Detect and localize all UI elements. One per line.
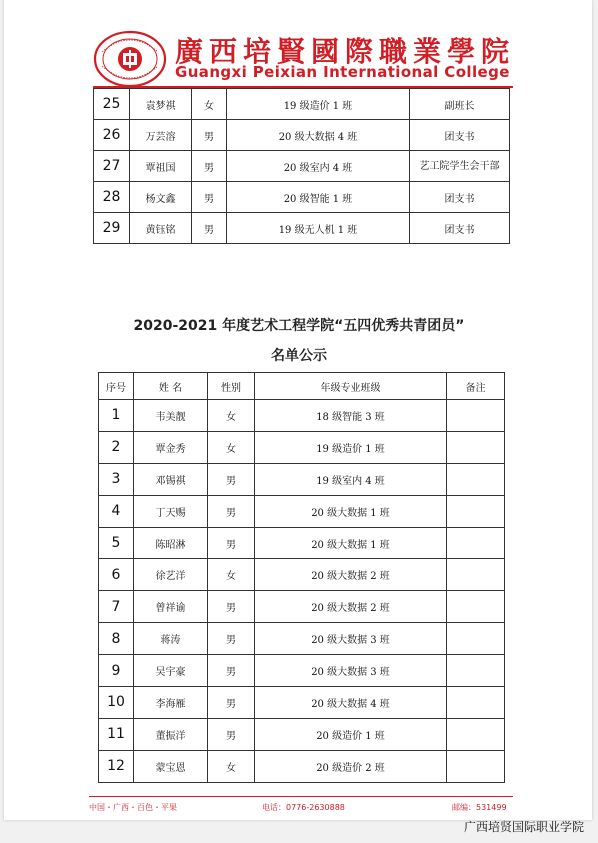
footer-phone: 电话：0776-2630888 <box>262 803 345 812</box>
row-number: 29 <box>94 213 130 244</box>
student-name: 袁梦祺 <box>130 89 192 120</box>
row-number: 8 <box>99 623 134 655</box>
table-row <box>99 623 505 655</box>
table-row <box>94 213 510 244</box>
student-name: 李海雁 <box>134 687 208 719</box>
student-class: 19 级无人机 1 班 <box>227 213 410 244</box>
student-gender: 男 <box>192 182 227 213</box>
header-note: 备注 <box>447 373 505 400</box>
student-note <box>447 431 505 463</box>
student-name: 覃金秀 <box>134 431 208 463</box>
student-gender: 男 <box>208 495 255 527</box>
student-note <box>447 463 505 495</box>
row-number: 25 <box>94 89 130 120</box>
row-number: 9 <box>99 655 134 687</box>
header-class: 年级专业班级 <box>255 373 447 400</box>
student-gender: 男 <box>208 655 255 687</box>
table-row <box>94 151 510 182</box>
table-row <box>99 527 505 559</box>
footer-address: 中国・广西・百色・平果 <box>89 803 177 812</box>
student-note: 团支书 <box>410 182 510 213</box>
row-number: 27 <box>94 151 130 182</box>
student-name: 丁天赐 <box>134 495 208 527</box>
section-subtitle: 名单公示 <box>271 348 327 364</box>
footer-postcode: 邮编：531499 <box>452 803 507 812</box>
student-class: 19 级室内 4 班 <box>255 463 447 495</box>
student-gender: 男 <box>208 687 255 719</box>
student-note: 副班长 <box>410 89 510 120</box>
table-row <box>99 495 505 527</box>
student-name: 黄钰铭 <box>130 213 192 244</box>
student-class: 18 级智能 3 班 <box>255 400 447 432</box>
student-name: 万芸溶 <box>130 120 192 151</box>
letterhead <box>93 28 519 86</box>
student-class: 20 级大数据 4 班 <box>227 120 410 151</box>
student-name: 蒋涛 <box>134 623 208 655</box>
previous-list-table <box>93 88 510 244</box>
row-number: 11 <box>99 718 134 750</box>
student-class: 20 级大数据 3 班 <box>255 655 447 687</box>
student-note: 团支书 <box>410 213 510 244</box>
student-class: 20 级大数据 1 班 <box>255 527 447 559</box>
row-number: 28 <box>94 182 130 213</box>
row-number: 5 <box>99 527 134 559</box>
student-class: 20 级大数据 3 班 <box>255 623 447 655</box>
student-name: 吴宇豪 <box>134 655 208 687</box>
student-name: 陈昭淋 <box>134 527 208 559</box>
student-note: 团支书 <box>410 120 510 151</box>
college-name-english: Guangxi Peixian International College <box>175 63 510 81</box>
student-gender: 男 <box>192 151 227 182</box>
honor-list-table <box>98 372 505 783</box>
college-seal-icon <box>93 30 167 88</box>
student-gender: 女 <box>192 89 227 120</box>
student-class: 20 级大数据 2 班 <box>255 591 447 623</box>
student-gender: 男 <box>208 463 255 495</box>
table-row <box>99 591 505 623</box>
student-gender: 男 <box>208 527 255 559</box>
student-class: 20 级大数据 1 班 <box>255 495 447 527</box>
header-gender: 性别 <box>208 373 255 400</box>
table-row <box>99 718 505 750</box>
student-gender: 男 <box>208 591 255 623</box>
table-row <box>99 431 505 463</box>
student-gender: 男 <box>192 213 227 244</box>
student-note <box>447 750 505 782</box>
student-gender: 男 <box>208 623 255 655</box>
student-class: 19 级造价 1 班 <box>255 431 447 463</box>
header-number: 序号 <box>99 373 134 400</box>
student-note: 艺工院学生会干部 <box>410 151 510 182</box>
student-name: 邓锡祺 <box>134 463 208 495</box>
student-name: 曾祥谕 <box>134 591 208 623</box>
table-header-row <box>99 373 505 400</box>
college-name-chinese: 廣西培賢國際職業學院 <box>175 35 516 68</box>
row-number: 12 <box>99 750 134 782</box>
row-number: 6 <box>99 559 134 591</box>
student-note <box>447 591 505 623</box>
row-number: 2 <box>99 431 134 463</box>
student-gender: 女 <box>208 750 255 782</box>
student-class: 20 级智能 1 班 <box>227 182 410 213</box>
student-class: 20 级室内 4 班 <box>227 151 410 182</box>
row-number: 10 <box>99 687 134 719</box>
header-name: 姓 名 <box>134 373 208 400</box>
student-note <box>447 718 505 750</box>
student-class: 20 级造价 1 班 <box>255 718 447 750</box>
footer-divider <box>89 796 513 797</box>
table-row <box>99 559 505 591</box>
image-caption: 广西培贤国际职业学院 <box>463 820 584 834</box>
student-class: 19 级造价 1 班 <box>227 89 410 120</box>
student-gender: 女 <box>208 400 255 432</box>
student-gender: 女 <box>208 431 255 463</box>
student-name: 董振洋 <box>134 718 208 750</box>
table-row <box>94 182 510 213</box>
table-row <box>99 400 505 432</box>
student-note <box>447 400 505 432</box>
table-row <box>99 463 505 495</box>
student-gender: 男 <box>192 120 227 151</box>
row-number: 7 <box>99 591 134 623</box>
student-class: 20 级大数据 4 班 <box>255 687 447 719</box>
student-gender: 男 <box>208 718 255 750</box>
row-number: 4 <box>99 495 134 527</box>
student-note <box>447 687 505 719</box>
table-row <box>99 687 505 719</box>
student-note <box>447 559 505 591</box>
row-number: 3 <box>99 463 134 495</box>
student-name: 蒙宝恩 <box>134 750 208 782</box>
table-row <box>94 120 510 151</box>
table-row <box>94 89 510 120</box>
student-class: 20 级大数据 2 班 <box>255 559 447 591</box>
section-title: 2020-2021 年度艺术工程学院“五四优秀共青团员” <box>133 318 465 334</box>
table-row <box>99 750 505 782</box>
row-number: 26 <box>94 120 130 151</box>
student-note <box>447 495 505 527</box>
student-class: 20 级造价 2 班 <box>255 750 447 782</box>
student-note <box>447 655 505 687</box>
student-name: 杨文鑫 <box>130 182 192 213</box>
student-gender: 女 <box>208 559 255 591</box>
table-row <box>99 655 505 687</box>
row-number: 1 <box>99 400 134 432</box>
student-note <box>447 623 505 655</box>
student-name: 韦美靓 <box>134 400 208 432</box>
student-name: 覃祖国 <box>130 151 192 182</box>
student-note <box>447 527 505 559</box>
student-name: 徐艺洋 <box>134 559 208 591</box>
